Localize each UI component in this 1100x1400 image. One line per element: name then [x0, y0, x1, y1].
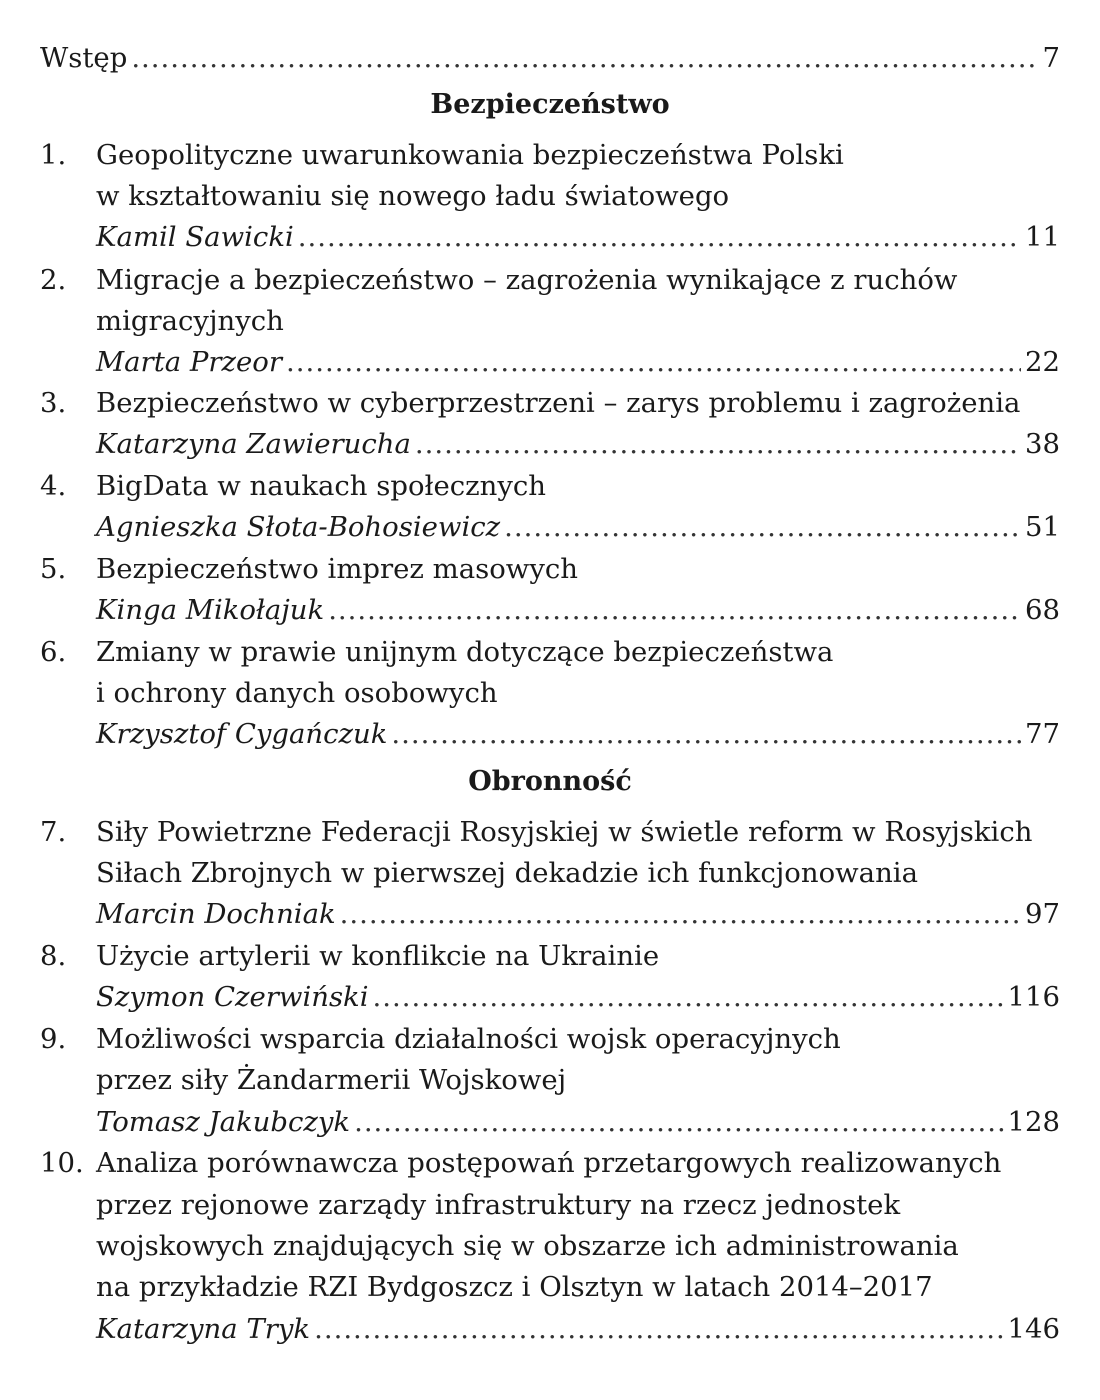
entry-author: Marcin Dochniak	[96, 898, 336, 930]
entry-title-line: wojskowych znajdujących się w obszarze ich administrowania	[96, 1230, 959, 1262]
intro-page: 7	[1042, 42, 1060, 74]
entry-title-line: BigData w naukach społecznych	[96, 470, 546, 502]
entry-author: Kamil Sawicki	[96, 221, 294, 253]
entry-page: 97	[1025, 898, 1060, 930]
entry-page: 38	[1025, 428, 1060, 460]
dot-leader	[328, 590, 1021, 630]
entry-title-line: Możliwości wsparcia działalności wojsk operacyjnych	[96, 1023, 841, 1055]
entry-page: 77	[1025, 718, 1060, 750]
dot-leader	[391, 714, 1021, 754]
dot-leader	[298, 217, 1021, 257]
dot-leader	[415, 424, 1021, 464]
entry-title-line: Użycie artylerii w konflikcie na Ukrainie	[96, 940, 660, 972]
entry-number: 5.	[40, 553, 67, 585]
entry-title-line: Bezpieczeństwo w cyberprzestrzeni – zarys problemu i zagrożenia	[96, 387, 1021, 419]
intro-label: Wstęp	[40, 42, 128, 74]
entry-page: 146	[1007, 1313, 1060, 1345]
entry-author: Tomasz Jakubczyk	[96, 1106, 351, 1138]
entry-number: 9.	[40, 1023, 67, 1055]
dot-leader	[354, 1102, 1003, 1142]
entry-author: Katarzyna Tryk	[96, 1313, 311, 1345]
entry-title-line: w kształtowaniu się nowego ładu światowego	[96, 180, 730, 212]
section-heading-obronnosc: Obronność	[468, 766, 632, 797]
entry-author: Katarzyna Zawierucha	[96, 428, 411, 460]
entry-page: 116	[1007, 981, 1060, 1013]
dot-leader	[131, 38, 1038, 78]
dot-leader	[314, 1309, 1003, 1349]
entry-number: 2.	[40, 264, 67, 296]
entry-number: 1.	[40, 139, 67, 171]
entry-title-line: Siłach Zbrojnych w pierwszej dekadzie ich funkcjonowania	[96, 857, 918, 889]
entry-title-line: migracyjnych	[96, 305, 284, 337]
entry-author: Szymon Czerwiński	[96, 981, 369, 1013]
entry-title-line: przez siły Żandarmerii Wojskowej	[96, 1064, 567, 1096]
entry-number: 10.	[40, 1147, 84, 1179]
entry-title-line: Siły Powietrzne Federacji Rosyjskiej w świetle reform w Rosyjskich	[96, 816, 1033, 848]
entry-title-line: Migracje a bezpieczeństwo – zagrożenia wynikające z ruchów	[96, 264, 958, 296]
entry-title-line: i ochrony danych osobowych	[96, 677, 498, 709]
entry-page: 51	[1025, 511, 1060, 543]
entry-number: 4.	[40, 470, 67, 502]
entry-page: 22	[1025, 346, 1060, 378]
dot-leader	[286, 342, 1021, 382]
entry-title-line: na przykładzie RZI Bydgoszcz i Olsztyn w latach 2014–2017	[96, 1271, 933, 1303]
entry-title-line: Bezpieczeństwo imprez masowych	[96, 553, 578, 585]
entry-author: Marta Przeor	[96, 346, 283, 378]
dot-leader	[504, 507, 1021, 547]
entry-title-line: przez rejonowe zarządy infrastruktury na rzecz jednostek	[96, 1189, 901, 1221]
entry-page: 68	[1025, 594, 1060, 626]
entry-page: 128	[1007, 1106, 1060, 1138]
dot-leader	[340, 894, 1021, 934]
entry-title-line: Geopolityczne uwarunkowania bezpieczeństwa Polski	[96, 139, 844, 171]
dot-leader	[373, 977, 1004, 1017]
entry-number: 6.	[40, 636, 67, 668]
entry-author: Krzysztof Cygańczuk	[96, 718, 388, 750]
entry-title-line: Zmiany w prawie unijnym dotyczące bezpieczeństwa	[96, 636, 834, 668]
entry-number: 7.	[40, 816, 67, 848]
entry-author: Kinga Mikołajuk	[96, 594, 325, 626]
entry-author: Agnieszka Słota-Bohosiewicz	[96, 511, 501, 543]
toc-intro-row[interactable]	[40, 38, 1060, 78]
entry-page: 11	[1025, 221, 1060, 253]
entry-number: 8.	[40, 940, 67, 972]
section-heading-bezpieczenstwo: Bezpieczeństwo	[430, 89, 670, 120]
entry-title-line: Analiza porównawcza postępowań przetargowych realizowanych	[96, 1147, 1002, 1179]
entry-number: 3.	[40, 387, 67, 419]
